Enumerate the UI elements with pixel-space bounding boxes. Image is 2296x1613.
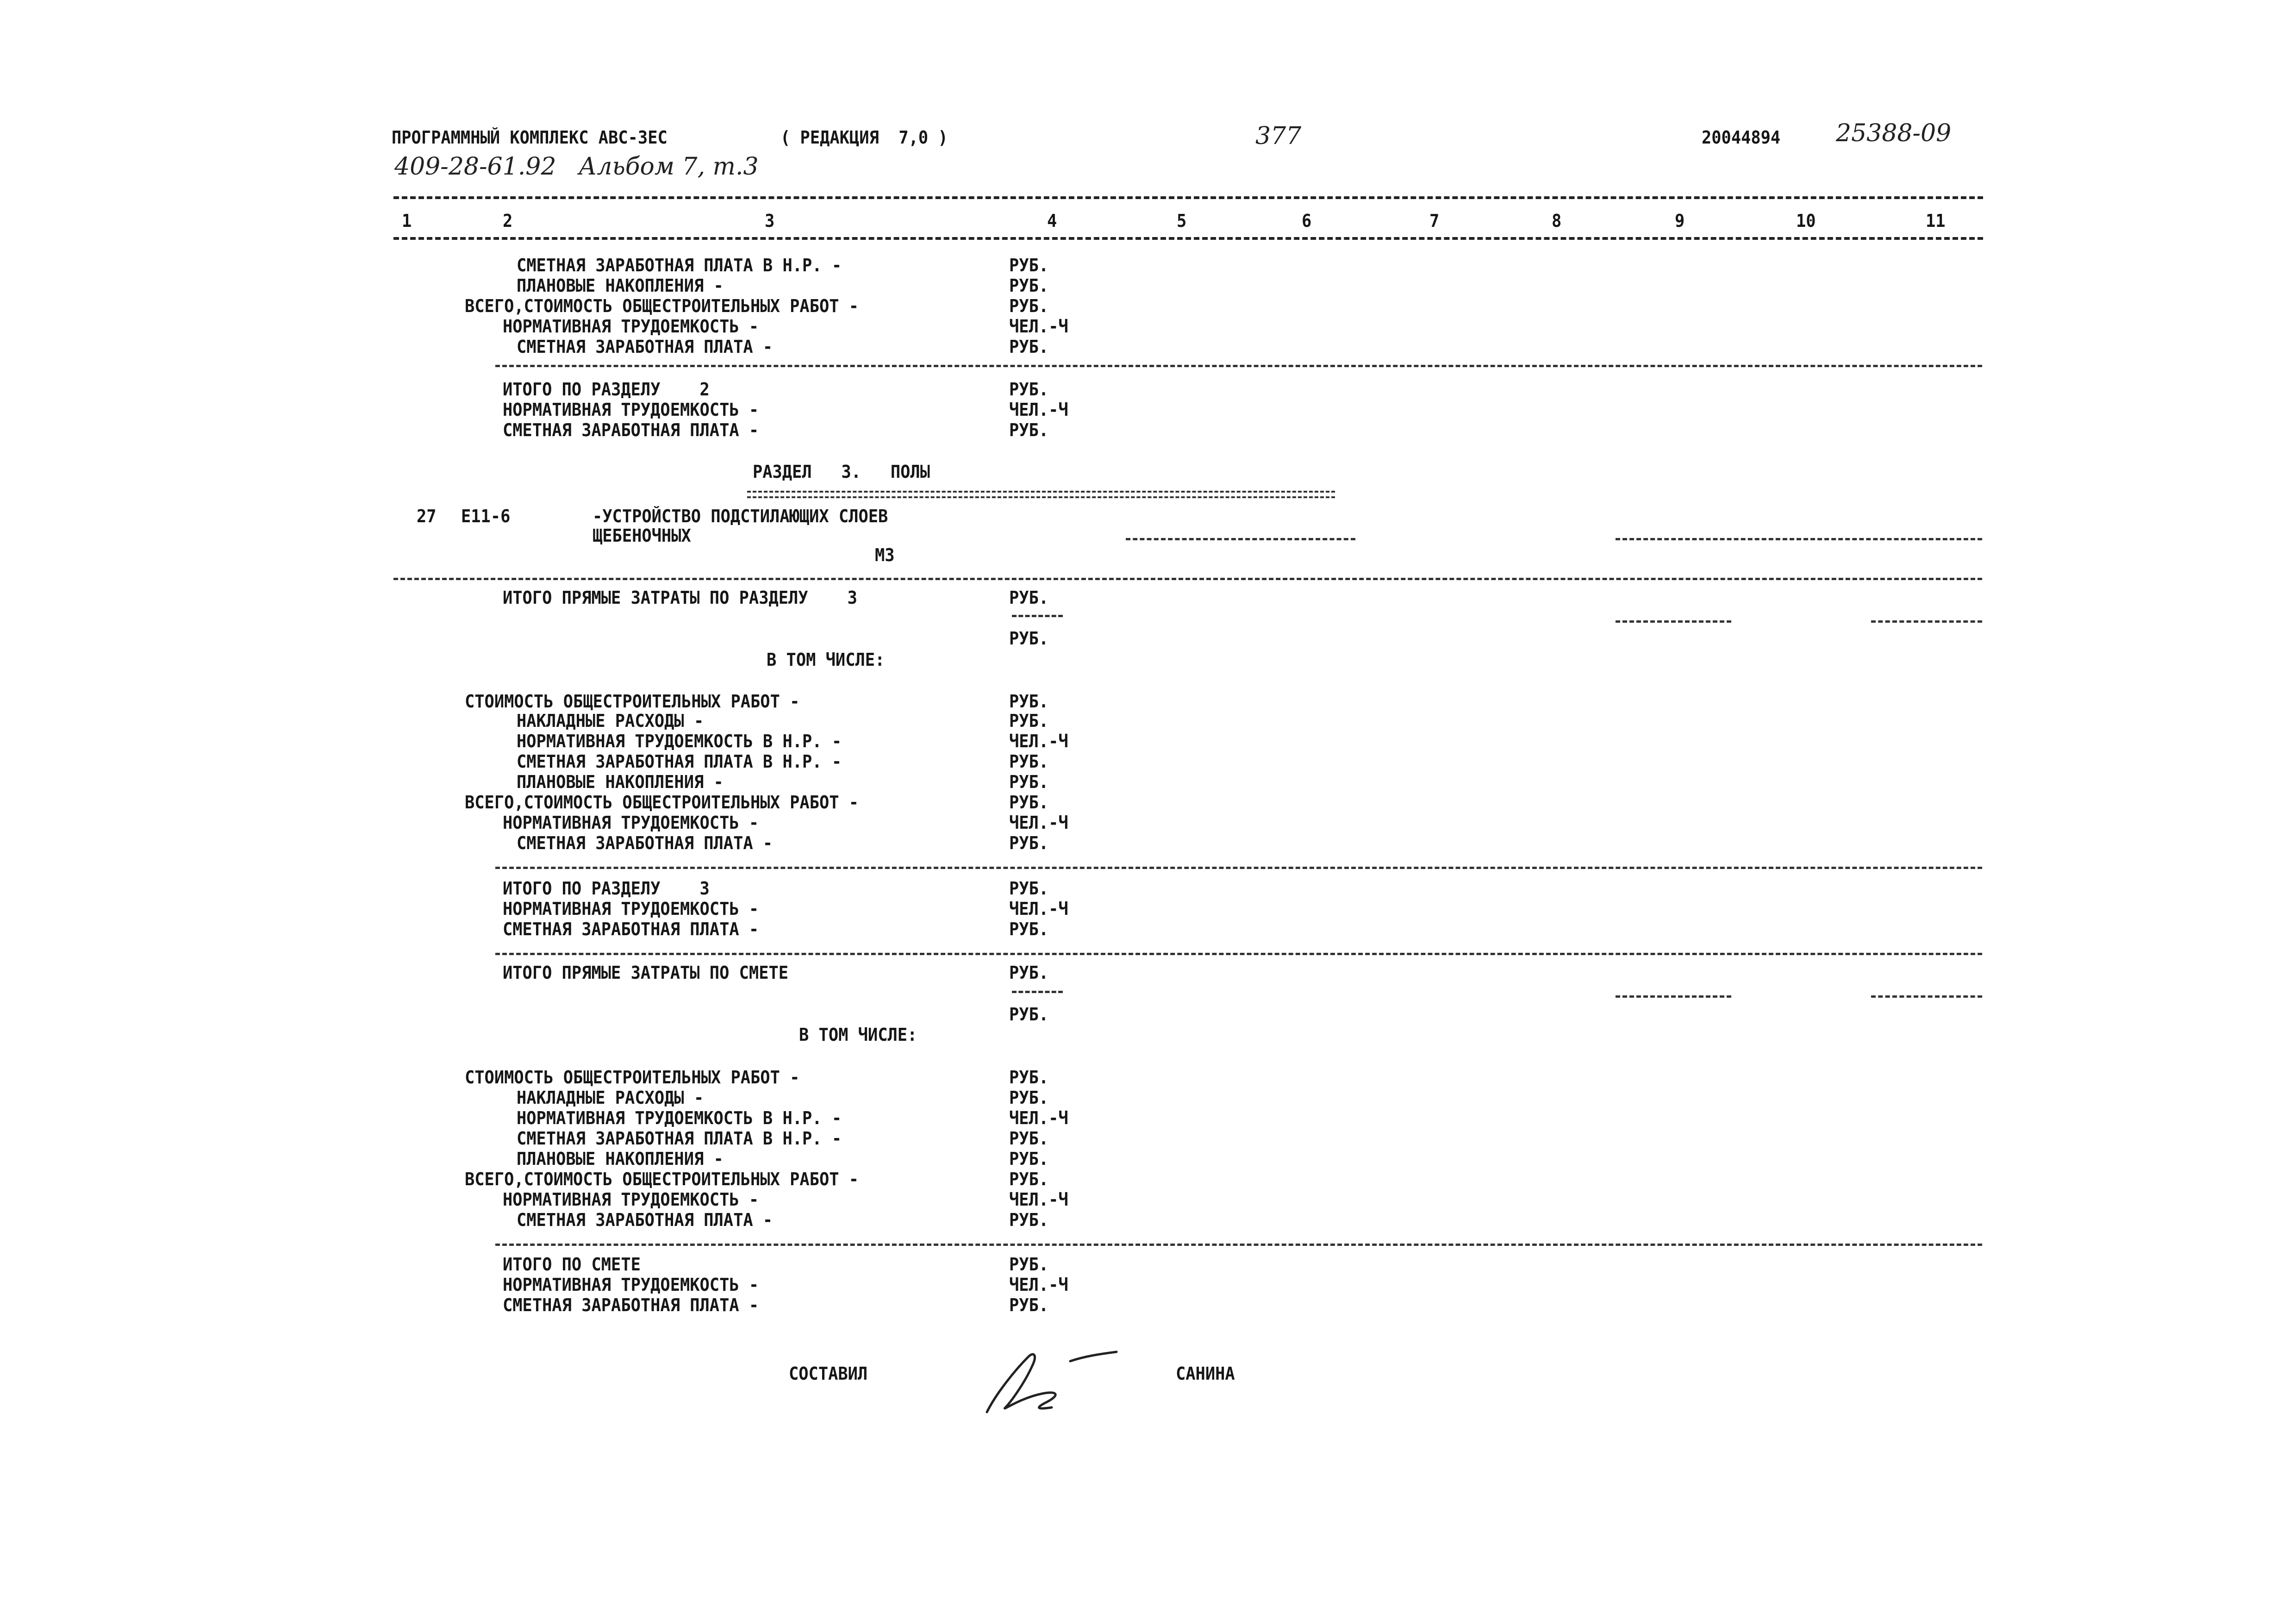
- unit-of-measure: РУБ.: [1009, 878, 1049, 899]
- unit-of-measure: РУБ.: [1009, 379, 1049, 400]
- unit-of-measure: РУБ.: [1009, 1295, 1049, 1315]
- unit-of-measure: РУБ.: [1009, 1254, 1049, 1275]
- section-rule: [495, 365, 1982, 367]
- row-description: СМЕТНАЯ ЗАРАБОТНАЯ ПЛАТА -: [517, 337, 773, 357]
- document-code: 20044894: [1702, 127, 1781, 148]
- column-number: 4: [1047, 211, 1057, 231]
- row-description: НОРМАТИВНАЯ ТРУДОЕМКОСТЬ -: [503, 899, 759, 919]
- unit-of-measure: РУБ.: [1009, 1004, 1049, 1025]
- unit-of-measure: РУБ.: [1009, 1169, 1049, 1189]
- row-description: ВСЕГО,СТОИМОСТЬ ОБЩЕСТРОИТЕЛЬНЫХ РАБОТ -: [465, 792, 859, 813]
- row-description: ВСЕГО,СТОИМОСТЬ ОБЩЕСТРОИТЕЛЬНЫХ РАБОТ -: [465, 1169, 859, 1189]
- row-description: ИТОГО ПО СМЕТЕ: [503, 1254, 641, 1275]
- row-description: НОРМАТИВНАЯ ТРУДОЕМКОСТЬ -: [503, 813, 759, 833]
- signature: [978, 1343, 1135, 1421]
- unit-of-measure: РУБ.: [1009, 337, 1049, 357]
- column-header-rule: [393, 237, 1983, 240]
- compiler-name: САНИНА: [1176, 1363, 1235, 1384]
- column-number: 3: [765, 211, 775, 231]
- row-description: НОРМАТИВНАЯ ТРУДОЕМКОСТЬ В Н.Р. -: [517, 1108, 842, 1128]
- unit-of-measure: РУБ.: [1009, 1128, 1049, 1149]
- program-title: ПРОГРАММНЫЙ КОМПЛЕКС АВС-3ЕС: [392, 127, 668, 148]
- unit-of-measure: РУБ.: [1009, 420, 1049, 440]
- row-description: СМЕТНАЯ ЗАРАБОТНАЯ ПЛАТА -: [517, 833, 773, 853]
- table-top-rule: [393, 196, 1983, 199]
- column-number: 8: [1552, 211, 1562, 231]
- row-description: ПЛАНОВЫЕ НАКОПЛЕНИЯ -: [517, 772, 724, 792]
- row-description: В ТОМ ЧИСЛЕ:: [799, 1025, 917, 1045]
- unit-of-measure: РУБ.: [1009, 833, 1049, 853]
- unit-of-measure: ЧЕЛ.-Ч: [1009, 1108, 1068, 1128]
- cell-underline: [1012, 991, 1063, 993]
- section-title-underline: [747, 491, 1335, 493]
- cell-underline: [1126, 538, 1355, 540]
- row-description: НОРМАТИВНАЯ ТРУДОЕМКОСТЬ В Н.Р. -: [517, 731, 842, 751]
- section-rule: [495, 867, 1982, 869]
- unit-of-measure: РУБ.: [1009, 772, 1049, 792]
- row-rule: [393, 578, 1982, 580]
- unit-of-measure: РУБ.: [1009, 255, 1049, 275]
- row-description: СМЕТНАЯ ЗАРАБОТНАЯ ПЛАТА В Н.Р. -: [517, 751, 842, 772]
- unit-of-measure: РУБ.: [1009, 963, 1049, 983]
- album-handwritten: Альбом 7, т.3: [579, 153, 759, 181]
- column-number: 6: [1302, 211, 1312, 231]
- row-description: СТОИМОСТЬ ОБЩЕСТРОИТЕЛЬНЫХ РАБОТ -: [465, 1067, 800, 1088]
- unit-of-measure: РУБ.: [1009, 1088, 1049, 1108]
- column-number: 11: [1926, 211, 1946, 231]
- unit-of-measure: РУБ.: [1009, 711, 1049, 731]
- row-description: СМЕТНАЯ ЗАРАБОТНАЯ ПЛАТА В Н.Р. -: [517, 1128, 842, 1149]
- document-code-handwritten: 25388-09: [1836, 119, 1952, 147]
- unit-of-measure: РУБ.: [1009, 751, 1049, 772]
- row-description: СТОИМОСТЬ ОБЩЕСТРОИТЕЛЬНЫХ РАБОТ -: [465, 691, 800, 712]
- row-description: ИТОГО ПРЯМЫЕ ЗАТРАТЫ ПО СМЕТЕ: [503, 963, 789, 983]
- unit-of-measure: РУБ.: [1009, 275, 1049, 296]
- row-description: СМЕТНАЯ ЗАРАБОТНАЯ ПЛАТА В Н.Р. -: [517, 255, 842, 275]
- row-description: СМЕТНАЯ ЗАРАБОТНАЯ ПЛАТА -: [503, 919, 759, 939]
- unit-of-measure: ЧЕЛ.-Ч: [1009, 813, 1068, 833]
- cell-underline: [1616, 538, 1982, 540]
- unit-of-measure: ЧЕЛ.-Ч: [1009, 899, 1068, 919]
- unit-of-measure: РУБ.: [1009, 1210, 1049, 1230]
- unit-of-measure: ЧЕЛ.-Ч: [1009, 316, 1068, 337]
- unit-of-measure: ЧЕЛ.-Ч: [1009, 1189, 1068, 1210]
- unit-of-measure: ЧЕЛ.-Ч: [1009, 400, 1068, 420]
- column-number: 5: [1177, 211, 1187, 231]
- unit-of-measure: РУБ.: [1009, 1067, 1049, 1088]
- section-title-underline: [747, 496, 1335, 498]
- row-description: ВСЕГО,СТОИМОСТЬ ОБЩЕСТРОИТЕЛЬНЫХ РАБОТ -: [465, 296, 859, 316]
- row-description: ПЛАНОВЫЕ НАКОПЛЕНИЯ -: [517, 1149, 724, 1169]
- row-description: СМЕТНАЯ ЗАРАБОТНАЯ ПЛАТА -: [503, 420, 759, 440]
- cell-underline: [1616, 620, 1731, 623]
- cell-underline: [1871, 620, 1982, 623]
- row-description: НОРМАТИВНАЯ ТРУДОЕМКОСТЬ -: [503, 316, 759, 337]
- row-description: В ТОМ ЧИСЛЕ:: [767, 650, 885, 670]
- column-number: 9: [1675, 211, 1685, 231]
- row-description: РАЗДЕЛ 3. ПОЛЫ: [753, 462, 930, 482]
- unit-of-measure: М3: [875, 545, 895, 565]
- row-description: НОРМАТИВНАЯ ТРУДОЕМКОСТЬ -: [503, 1189, 759, 1210]
- row-description: ЩЕБЕНОЧНЫХ: [593, 525, 691, 546]
- unit-of-measure: РУБ.: [1009, 792, 1049, 813]
- row-description: ИТОГО ПО РАЗДЕЛУ 2: [503, 379, 710, 400]
- section-rule: [495, 1244, 1982, 1246]
- column-number: 7: [1429, 211, 1440, 231]
- row-description: НОРМАТИВНАЯ ТРУДОЕМКОСТЬ -: [503, 1275, 759, 1295]
- row-description: ИТОГО ПРЯМЫЕ ЗАТРАТЫ ПО РАЗДЕЛУ 3: [503, 588, 857, 608]
- row-description: ИТОГО ПО РАЗДЕЛУ 3: [503, 878, 710, 899]
- page-number: 377: [1255, 122, 1302, 150]
- row-description: СМЕТНАЯ ЗАРАБОТНАЯ ПЛАТА -: [503, 1295, 759, 1315]
- cell-underline: [1616, 995, 1731, 998]
- edition-label: ( РЕДАКЦИЯ 7,0 ): [780, 127, 948, 148]
- row-description: НАКЛАДНЫЕ РАСХОДЫ -: [517, 1088, 704, 1108]
- unit-of-measure: РУБ.: [1009, 1149, 1049, 1169]
- unit-of-measure: РУБ.: [1009, 919, 1049, 939]
- rate-code: Е11-6: [461, 506, 511, 526]
- unit-of-measure: РУБ.: [1009, 628, 1049, 649]
- row-description: -УСТРОЙСТВО ПОДСТИЛАЮЩИХ СЛОЕВ: [593, 506, 888, 526]
- row-description: СМЕТНАЯ ЗАРАБОТНАЯ ПЛАТА -: [517, 1210, 773, 1230]
- column-number: 1: [402, 211, 412, 231]
- unit-of-measure: ЧЕЛ.-Ч: [1009, 1275, 1068, 1295]
- unit-of-measure: РУБ.: [1009, 691, 1049, 712]
- project-number-handwritten: 409-28-61.92: [394, 153, 556, 181]
- row-description: НАКЛАДНЫЕ РАСХОДЫ -: [517, 711, 704, 731]
- unit-of-measure: РУБ.: [1009, 588, 1049, 608]
- unit-of-measure: ЧЕЛ.-Ч: [1009, 731, 1068, 751]
- section-rule: [495, 953, 1982, 955]
- unit-of-measure: РУБ.: [1009, 296, 1049, 316]
- compiled-by-label: СОСТАВИЛ: [789, 1363, 868, 1384]
- column-number: 2: [503, 211, 513, 231]
- row-description: НОРМАТИВНАЯ ТРУДОЕМКОСТЬ -: [503, 400, 759, 420]
- row-description: ПЛАНОВЫЕ НАКОПЛЕНИЯ -: [517, 275, 724, 296]
- cell-underline: [1012, 615, 1063, 617]
- position-number: 27: [417, 506, 437, 526]
- cell-underline: [1871, 995, 1982, 998]
- column-number: 10: [1796, 211, 1816, 231]
